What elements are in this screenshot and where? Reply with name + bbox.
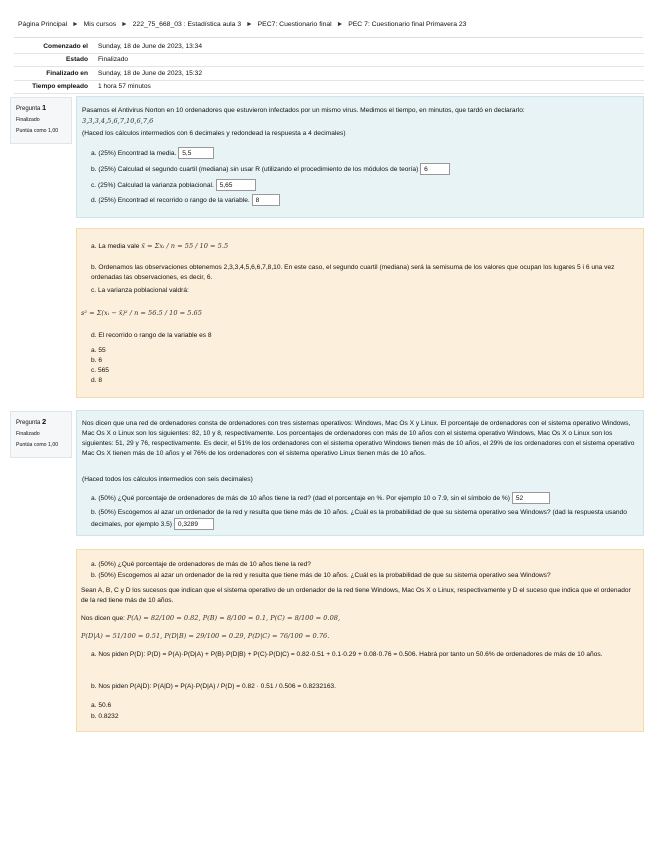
feedback-events: Sean A, B, C y D los sucesos que indican que el sistema operativo de un ordenador de la red tiene Windows, Mac Os X o Linux, respectivamente y D el suceso que indica que el ordenador de la red tiene más de 10 años.: [81, 587, 631, 604]
breadcrumb-separator-icon: ►: [246, 21, 253, 28]
divider: [14, 37, 643, 38]
question-2-formulation: [76, 410, 644, 536]
question-status: Finalizado: [16, 431, 40, 437]
summary-label: Tiempo empleado: [32, 83, 88, 91]
formula-priors: P(A) = 82/100 = 0.82, P(B) = 8/100 = 0.1, P(C) = 8/100 = 0.08,: [126, 614, 341, 622]
question-1-item-c: [91, 179, 256, 191]
feedback-given-1: Nos dicen que: P(A) = 82/100 = 0.82, P(B) = 8/100 = 0.1, P(C) = 8/100 = 0.08,: [81, 614, 341, 622]
attempt-summary: [14, 40, 644, 94]
question-points: Puntúa como 1,00: [16, 442, 59, 448]
summary-row-state: [14, 54, 644, 68]
summary-label: Comenzado el: [43, 42, 88, 50]
correct-answer-c: c. 565: [91, 367, 109, 374]
question-2-item-a: [91, 492, 550, 504]
summary-row-finished: [14, 67, 644, 81]
correct-answer-b: b. 6: [91, 357, 102, 364]
item-label: a. (25%) Encontrad la media.: [91, 149, 177, 157]
question-number: Pregunta 2: [16, 417, 47, 426]
breadcrumb-separator-icon: ►: [336, 21, 344, 28]
answer-input-c[interactable]: 5,65: [216, 179, 256, 191]
question-number: Pregunta 1: [16, 103, 47, 112]
answer-input-a[interactable]: 52: [512, 492, 550, 504]
summary-row-started: [14, 40, 644, 54]
question-1-item-d: [91, 194, 280, 206]
breadcrumb-separator-icon: ►: [121, 21, 128, 28]
summary-value: Sunday, 18 de June de 2023, 13:34: [98, 42, 202, 50]
question-points: Puntúa como 1,00: [16, 128, 59, 134]
item-label: c. (25%) Calculad la varianza poblacional.: [91, 181, 214, 189]
question-1-instruction: (Haced los cálculos intermedios con 6 decimales y redondead la respuesta a 4 decimales): [82, 130, 346, 137]
answer-input-a[interactable]: 5,5: [178, 147, 214, 159]
summary-label: Estado: [66, 56, 88, 64]
feedback-a: a. La media vale x̄ = Σxᵢ / n = 55 / 10 = 5.5: [91, 242, 229, 250]
correct-answer-d: d. 8: [91, 377, 102, 384]
question-1-info: [10, 97, 72, 144]
feedback-b-question: b. (50%) Escogemos al azar un ordenador de la red y resulta que tiene más de 10 años. ¿Cuál es la probabilidad de que su sistema operativo sea Windows?: [91, 572, 551, 579]
feedback-d: d. El recorrido o rango de la variable es 8: [91, 332, 212, 339]
answer-input-b[interactable]: 0,3289: [174, 518, 214, 530]
item-label: b. (25%) Calculad el segundo cuartil (mediana) sin usar R (utilizando el procedimiento de los módulos de teoría): [91, 165, 419, 173]
answer-input-d[interactable]: 8: [252, 194, 280, 206]
summary-value: 1 hora 57 minutos: [98, 83, 151, 91]
question-1-formulation: [76, 96, 644, 218]
question-2-text: Nos dicen que una red de ordenadores consta de ordenadores con tres sistemas operativos: Windows, Mac Os X y Linux. El porcentaje de ordenadores con el sistema operativo Windows, Mac Os X o Linux son los siguientes: 82, 10 y 8, respectivamente. Los porcentajes de ordenadores con más de 10 años con el sistema operativo Windows, Mac Os X o Linux son los siguientes: 51, 29 y 76, respectivamente. Es decir, el 51% de los ordenadores con el sistema operativo Windows tienen más de 10 años, el 29% de los ordenadores con el sistema operativo Mac Os X tienen más de 10 años y el 76% de los ordenadores con el sistema operativo Linux tienen más de 10 años.: [82, 420, 635, 457]
breadcrumb-my-courses[interactable]: Mis cursos: [83, 21, 117, 28]
breadcrumb-course[interactable]: 222_75_668_03 : Estadística aula 3: [132, 21, 242, 28]
question-1-text: Pasamos el Antivirus Norton en 10 ordenadores que estuvieron infectados por un mismo virus. Medimos el tiempo, en minutos, que tardó en declararlo:: [82, 107, 525, 114]
question-2-item-b: [91, 507, 636, 530]
breadcrumb-current[interactable]: PEC 7: Cuestionario final Primavera 23: [348, 21, 467, 28]
question-1-feedback: [76, 228, 644, 398]
item-label: d. (25%) Encontrad el recorrido o rango de la variable.: [91, 196, 250, 204]
question-1-item-a: [91, 147, 214, 159]
question-1-item-b: [91, 163, 450, 175]
formula-mean: x̄ = Σxᵢ / n = 55 / 10 = 5.5: [141, 242, 229, 250]
summary-label: Finalizado en: [46, 69, 88, 77]
formula-conditionals: P(D|A) = 51/100 = 0.51, P(D|B) = 29/100 = 0.29, P(D|C) = 76/100 = 0.76.: [81, 632, 330, 640]
correct-answer-a: a. 50.6: [91, 702, 112, 709]
summary-value: Sunday, 18 de June de 2023, 15:32: [98, 69, 202, 77]
answer-input-b[interactable]: 6: [420, 163, 450, 175]
summary-value: Finalizado: [98, 56, 129, 64]
item-label: a. (50%) ¿Qué porcentaje de ordenadores de más de 10 años tiene la red? (dad el porcentaje en %. Por ejemplo 10 o 7.9, sin el símbolo de %): [91, 494, 510, 502]
feedback-c: c. La varianza poblacional valdrá:: [91, 287, 189, 294]
feedback-a-question: a. (50%) ¿Qué porcentaje de ordenadores de más de 10 años tiene la red?: [91, 561, 311, 568]
question-2-instruction: (Haced todos los cálculos intermedios con seis decimales): [82, 476, 253, 483]
correct-answer-b: b. 0.8232: [91, 713, 119, 720]
question-status: Finalizado: [16, 117, 40, 123]
breadcrumb-home[interactable]: Página Principal: [18, 21, 68, 28]
formula-variance: s² = Σ(xᵢ − x̄)² / n = 56.5 / 10 = 5.65: [81, 309, 202, 317]
question-2-feedback: [76, 549, 644, 732]
correct-answer-a: a. 55: [91, 347, 106, 354]
item-label: b. (50%) Escogemos al azar un ordenador de la red y resulta que tiene más de 10 años. ¿Cuál es la probabilidad de que su sistema operativo sea Windows? (dad la respuesta usando decimales, por ejemplo 3.5): [91, 509, 627, 528]
question-2-info: [10, 411, 72, 458]
question-1-data: 3,3,3,4,5,6,7,10,6,7,6: [82, 117, 154, 125]
breadcrumb-quiz[interactable]: PEC7: Cuestionario final: [257, 21, 332, 28]
feedback-a-solution: a. Nos piden P(D): P(D) = P(A)·P(D|A) + P(B)·P(D|B) + P(C)·P(D|C) = 0.82·0.51 + 0.1·0.29 + 0.08·0.76 = 0.506. Habrá por tanto un 50.6% de ordenadores de más de 10 años.: [91, 651, 603, 658]
breadcrumb-separator-icon: ►: [72, 21, 79, 28]
breadcrumb: [18, 21, 469, 28]
feedback-b-solution: b. Nos piden P(A|D): P(A|D) = P(A)·P(D|A) / P(D) = 0.82 · 0.51 / 0.506 = 0.8232163.: [91, 683, 337, 690]
feedback-b: b. Ordenamos las observaciones obtenemos 2,3,3,4,5,6,6,7,8,10. En este caso, el segundo cuartil (mediana) será la semisuma de los valores que ocupan los lugares 5 i 6 una vez ordenadas las observaciones, es decir, 6.: [91, 264, 615, 281]
summary-row-time: [14, 81, 644, 95]
